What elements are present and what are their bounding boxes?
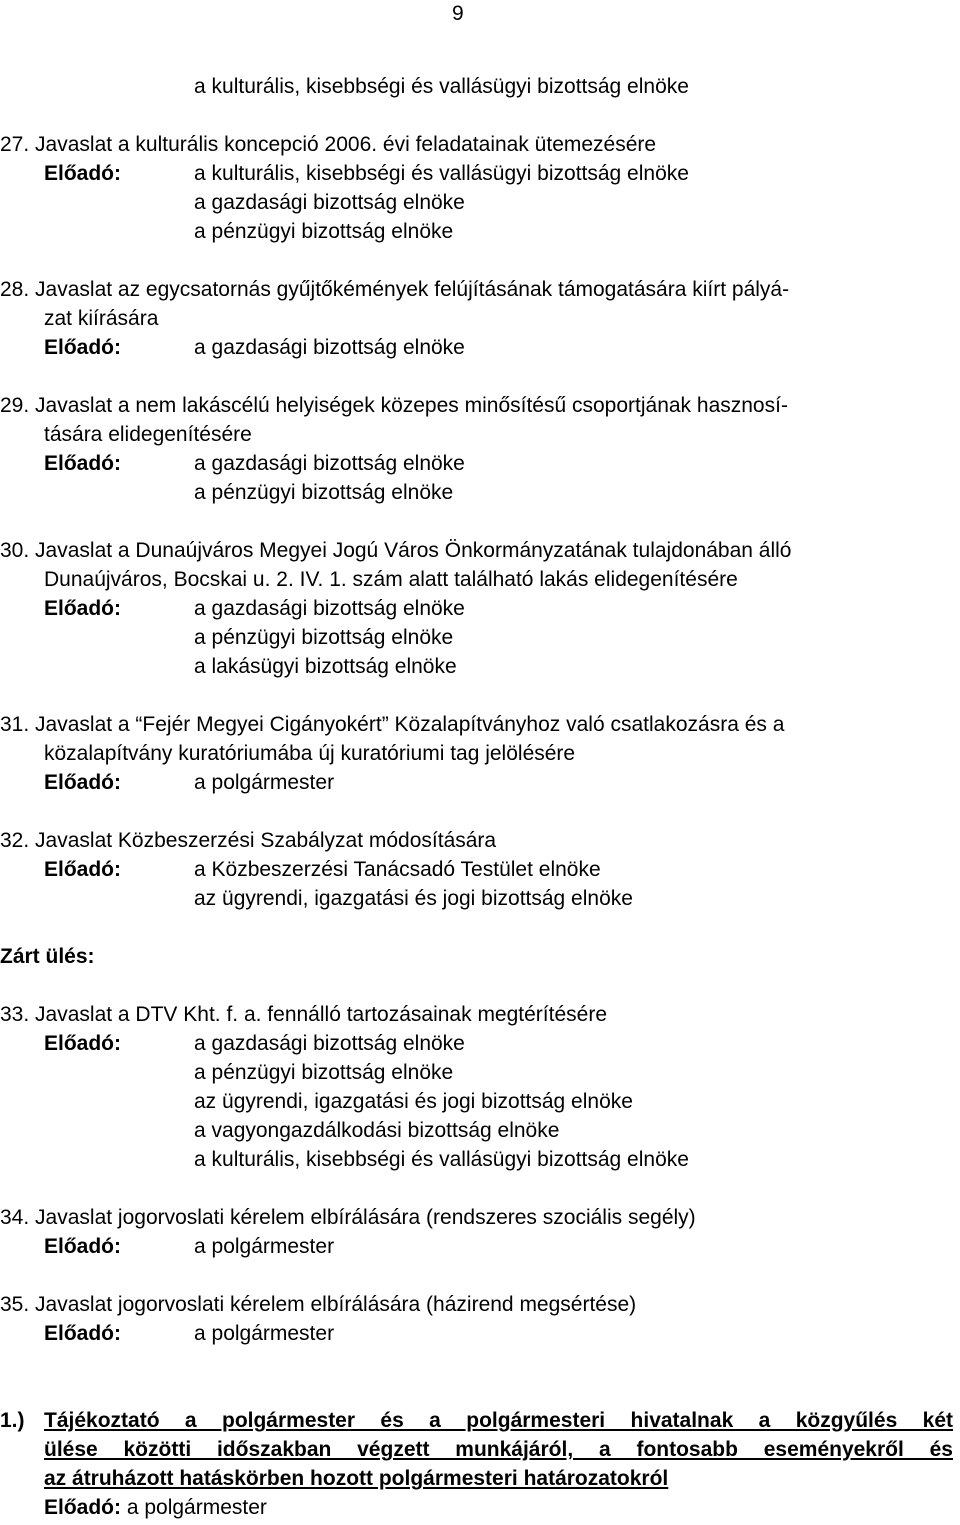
agenda-item-28-title: 28. Javaslat az egycsatornás gyűjtőkémények felújításának támogatására kiírt pályá-	[0, 278, 790, 301]
agenda-item-31-title: 31. Javaslat a “Fejér Megyei Cigányokért” Közalapítványhoz való csatlakozásra és a	[0, 713, 785, 736]
presenter-value: a pénzügyi bizottság elnöke	[194, 220, 454, 243]
agenda-item-30-title: 30. Javaslat a Dunaújváros Megyei Jogú Város Önkormányzatának tulajdonában álló	[0, 539, 792, 562]
info-title-line-2: ülése közötti időszakban végzett munkájáról, a fontosabb eseményekről és	[44, 1438, 953, 1461]
presenter-label: Előadó:	[44, 1496, 121, 1519]
presenter-value: a pénzügyi bizottság elnöke	[194, 1061, 454, 1084]
presenter-value: a polgármester	[194, 1235, 335, 1258]
presenter-label: Előadó:	[44, 1235, 121, 1258]
intro-presenter: a kulturális, kisebbségi és vallásügyi bizottság elnöke	[194, 75, 689, 98]
presenter-label: Előadó:	[44, 1032, 121, 1055]
presenter-value: a kulturális, kisebbségi és vallásügyi bizottság elnöke	[194, 1148, 689, 1171]
presenter-label: Előadó:	[44, 597, 121, 620]
info-presenter	[44, 1495, 267, 1521]
info-title-line-1: 1.) Tájékoztató a polgármester és a polgármesteri hivatalnak a közgyűlés két	[0, 1409, 953, 1432]
info-title-line-3: az átruházott hatáskörben hozott polgármesteri határozatokról	[44, 1467, 669, 1490]
agenda-item-28-title-cont: zat kiírására	[44, 307, 159, 330]
presenter-label: Előadó:	[44, 771, 121, 794]
presenter-value: a Közbeszerzési Tanácsadó Testület elnöke	[194, 858, 601, 881]
agenda-item-32-title: 32. Javaslat Közbeszerzési Szabályzat módosítására	[0, 829, 497, 852]
closed-session-heading: Zárt ülés:	[0, 945, 95, 968]
presenter-value: az ügyrendi, igazgatási és jogi bizottság elnöke	[194, 1090, 633, 1113]
presenter-value: a polgármester	[194, 771, 335, 794]
presenter-value: a polgármester	[194, 1322, 335, 1345]
agenda-item-29-title-cont: tására elidegenítésére	[44, 423, 252, 446]
agenda-item-33-title: 33. Javaslat a DTV Kht. f. a. fennálló tartozásainak megtérítésére	[0, 1003, 607, 1026]
presenter-value: a polgármester	[126, 1496, 267, 1519]
presenter-value: a gazdasági bizottság elnöke	[194, 452, 465, 475]
agenda-item-31-title-cont: közalapítvány kuratóriumába új kuratóriumi tag jelölésére	[44, 742, 576, 765]
presenter-value: a pénzügyi bizottság elnöke	[194, 481, 454, 504]
presenter-value: a gazdasági bizottság elnöke	[194, 597, 465, 620]
presenter-value: a lakásügyi bizottság elnöke	[194, 655, 457, 678]
page-number: 9	[452, 2, 464, 25]
presenter-value: a gazdasági bizottság elnöke	[194, 336, 465, 359]
presenter-value: a gazdasági bizottság elnöke	[194, 191, 465, 214]
presenter-label: Előadó:	[44, 452, 121, 475]
presenter-label: Előadó:	[44, 1322, 121, 1345]
agenda-item-27-title: 27. Javaslat a kulturális koncepció 2006. évi feladatainak ütemezésére	[0, 133, 657, 156]
presenter-label: Előadó:	[44, 858, 121, 881]
presenter-value: a vagyongazdálkodási bizottság elnöke	[194, 1119, 560, 1142]
presenter-value: a pénzügyi bizottság elnöke	[194, 626, 454, 649]
info-title-text: Tájékoztató a polgármester és a polgármesteri hivatalnak a közgyűlés két	[44, 1409, 953, 1432]
presenter-value: a kulturális, kisebbségi és vallásügyi bizottság elnöke	[194, 162, 689, 185]
agenda-item-29-title: 29. Javaslat a nem lakáscélú helyiségek közepes minősítésű csoportjának hasznosí-	[0, 394, 788, 417]
presenter-value: az ügyrendi, igazgatási és jogi bizottság elnöke	[194, 887, 633, 910]
presenter-value: a gazdasági bizottság elnöke	[194, 1032, 465, 1055]
presenter-label: Előadó:	[44, 336, 121, 359]
agenda-item-35-title: 35. Javaslat jogorvoslati kérelem elbírálására (házirend megsértése)	[0, 1293, 637, 1316]
agenda-item-30-title-cont: Dunaújváros, Bocskai u. 2. IV. 1. szám alatt található lakás elidegenítésére	[44, 568, 738, 591]
agenda-item-34-title: 34. Javaslat jogorvoslati kérelem elbírálására (rendszeres szociális segély)	[0, 1206, 696, 1229]
presenter-label: Előadó:	[44, 162, 121, 185]
